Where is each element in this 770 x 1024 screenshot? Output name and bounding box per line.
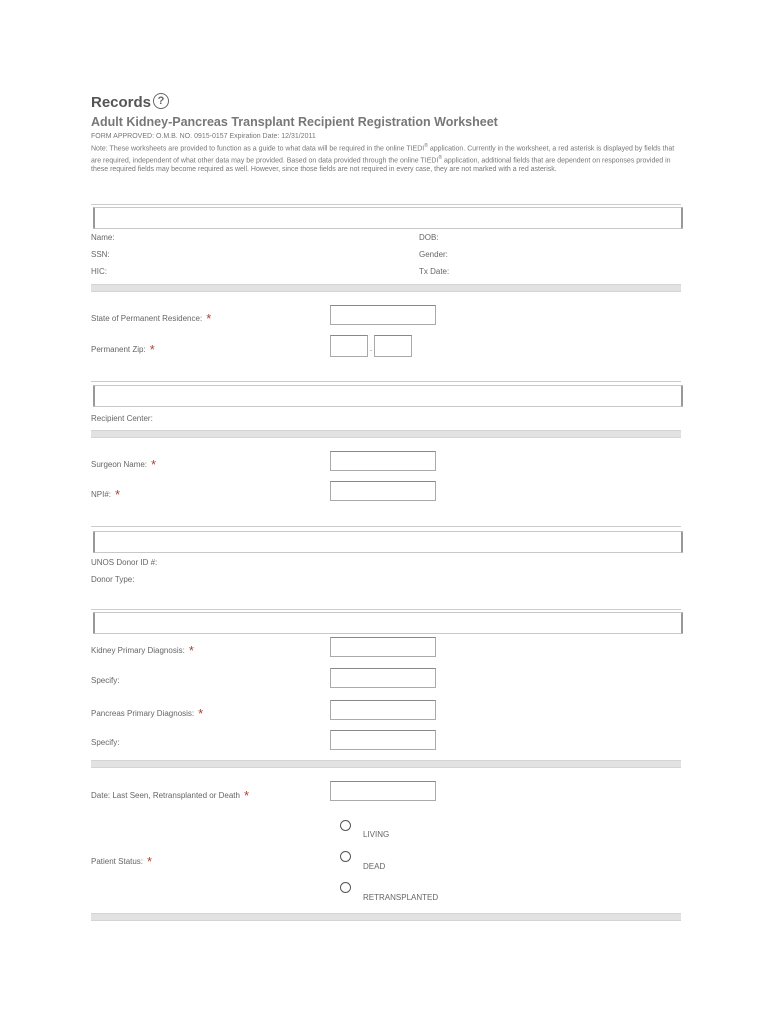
zip-input-ext[interactable] [374, 335, 412, 357]
status-retransplanted-label: RETRANSPLANTED [363, 893, 439, 902]
kidney-diagnosis-input[interactable] [330, 637, 436, 657]
surgeon-name-label [91, 457, 156, 472]
recipient-section-header [93, 207, 683, 229]
state-residence-input[interactable] [330, 305, 436, 325]
last-seen-date-input[interactable] [330, 781, 436, 801]
zip-separator: - [370, 348, 372, 354]
diagnosis-section-header [93, 612, 683, 634]
required-asterisk: * [151, 457, 157, 472]
help-icon[interactable]: ? [153, 93, 169, 109]
required-asterisk: * [198, 706, 204, 721]
divider [91, 204, 681, 205]
section-band [91, 430, 681, 438]
section-band [91, 913, 681, 921]
required-asterisk: * [243, 788, 250, 803]
required-asterisk: * [115, 487, 121, 502]
status-dead-radio[interactable] [340, 851, 351, 862]
note-part-3: application, additional fields that are dependent on responses provided in these required fields may become required as well. However, since those fields are not required in every case, they are not marked with a red asterisk. [91, 156, 671, 174]
status-retransplanted-radio[interactable] [340, 882, 351, 893]
form-approved-text: FORM APPROVED: O.M.B. NO. 0915-0157 Expiration Date: 12/31/2011 [91, 133, 316, 140]
required-asterisk: * [149, 342, 155, 357]
zip-input-main[interactable] [330, 335, 368, 357]
note-part-1: Note: These worksheets are provided to function as a guide to what data will be required in the online TIEDI [91, 145, 425, 153]
npi-label [91, 487, 120, 502]
kidney-diagnosis-label [91, 643, 194, 658]
divider [91, 609, 681, 610]
divider [91, 381, 681, 382]
pancreas-specify-label: Specify: [91, 738, 120, 747]
npi-text: NPI#: [91, 490, 112, 499]
registered-mark-1: ® [424, 143, 428, 149]
status-dead-label: DEAD [363, 862, 386, 871]
surgeon-name-text: Surgeon Name: [91, 460, 148, 469]
last-seen-date-text: Date: Last Seen, Retransplanted or Death [91, 791, 240, 800]
permanent-zip-text: Permanent Zip: [91, 345, 146, 354]
registered-mark-2: ® [438, 154, 443, 161]
divider [91, 526, 681, 527]
gender-label: Gender: [419, 250, 448, 259]
worksheet-subtitle: Adult Kidney-Pancreas Transplant Recipient Registration Worksheet [91, 115, 498, 129]
surgeon-name-input[interactable] [330, 451, 436, 471]
pancreas-diagnosis-text: Pancreas Primary Diagnosis: [91, 709, 195, 718]
last-seen-date-label [91, 788, 249, 803]
center-section-header [93, 385, 683, 407]
permanent-zip-label [91, 342, 155, 357]
state-residence-text: State of Permanent Residence: [91, 314, 203, 323]
pancreas-specify-input[interactable] [330, 730, 436, 750]
donor-type-label: Donor Type: [91, 575, 135, 584]
pancreas-diagnosis-label [91, 706, 203, 721]
note-text [91, 142, 683, 174]
kidney-specify-input[interactable] [330, 668, 436, 688]
required-asterisk: * [206, 311, 212, 326]
section-band [91, 760, 681, 768]
unos-donor-id-label: UNOS Donor ID #: [91, 558, 158, 567]
patient-status-label [91, 854, 152, 869]
state-residence-label [91, 311, 211, 326]
pancreas-diagnosis-input[interactable] [330, 700, 436, 720]
name-label: Name: [91, 233, 115, 242]
tx-date-label: Tx Date: [419, 267, 450, 276]
page-title: Records [91, 94, 152, 111]
kidney-diagnosis-text: Kidney Primary Diagnosis: [91, 646, 185, 655]
donor-section-header [93, 531, 683, 553]
status-living-radio[interactable] [340, 820, 351, 831]
note-part-2: application. Currently in the worksheet, a red asterisk is displayed by fields that are required, independent of what other data may be provided. Based on data provided through the online TIEDI [91, 145, 675, 164]
dob-label: DOB: [419, 233, 439, 242]
hic-label: HIC: [91, 267, 107, 276]
status-living-label: LIVING [363, 830, 390, 839]
ssn-label: SSN: [91, 250, 110, 259]
required-asterisk: * [147, 854, 153, 869]
patient-status-text: Patient Status: [91, 857, 144, 866]
npi-input[interactable] [330, 481, 436, 501]
required-asterisk: * [188, 643, 194, 658]
section-band [91, 284, 681, 292]
kidney-specify-label: Specify: [91, 676, 120, 685]
recipient-center-label: Recipient Center: [91, 414, 153, 423]
